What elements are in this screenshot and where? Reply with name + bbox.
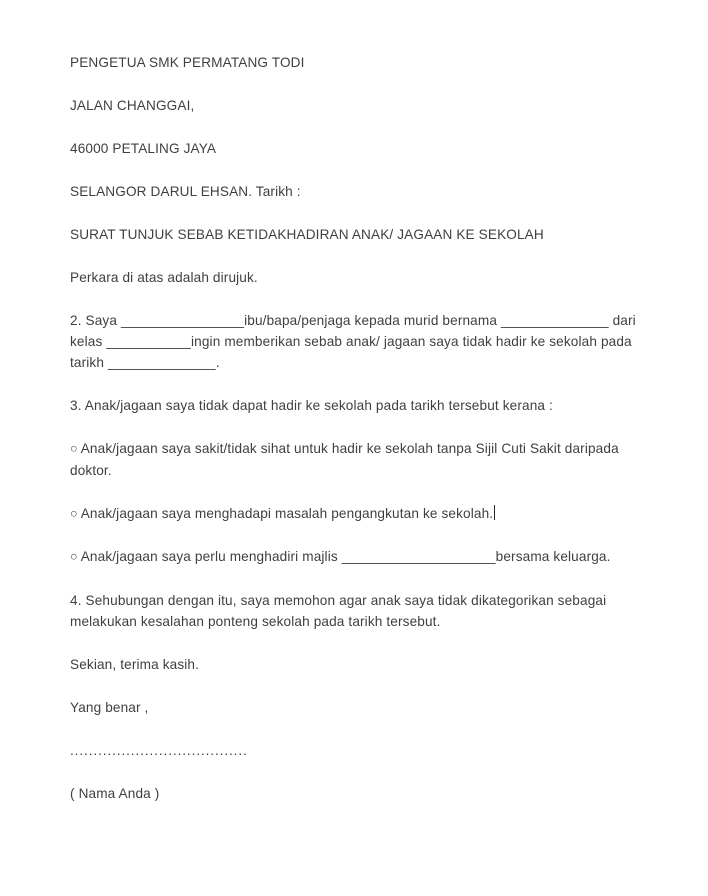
blank-absence-date[interactable]: ______________ xyxy=(107,355,216,370)
reason-option-transport-label: Anak/jagaan saya menghadapi masalah pengangkutan ke sekolah. xyxy=(77,505,494,521)
signature-dotted-line[interactable]: ...................................... xyxy=(70,742,248,758)
signature-name-placeholder: ( Nama Anda ) xyxy=(70,785,160,801)
paragraph-4-request: 4. Sehubungan dengan itu, saya memohon agar anak saya tidak dikategorikan sebagai melakukan kesalahan ponteng sekolah pada tarikh tersebut. xyxy=(70,592,607,629)
recipient-line-postcode-city: 46000 PETALING JAYA xyxy=(70,141,217,156)
reason-option-ceremony-label-before: Anak/jagaan saya perlu menghadiri majlis xyxy=(77,549,342,564)
paragraph-2-segment-5: . xyxy=(215,355,220,370)
blank-parent-name[interactable]: ________________ xyxy=(120,313,245,328)
reason-option-sick-label: Anak/jagaan saya sakit/tidak sihat untuk hadir ke sekolah tanpa Sijil Cuti Sakit daripada doktor. xyxy=(70,441,619,478)
blank-student-name[interactable]: ______________ xyxy=(500,313,609,328)
circle-bullet-icon[interactable]: ○ xyxy=(70,506,78,520)
paragraph-2-segment-2: ibu/bapa/penjaga kepada murid bernama xyxy=(244,313,501,328)
blank-ceremony-name[interactable]: ____________________ xyxy=(341,549,496,564)
recipient-line-street: JALAN CHANGGAI, xyxy=(70,98,195,113)
paragraph-2-parent-details[interactable] xyxy=(70,310,636,373)
reason-option-ceremony-label-after: bersama keluarga. xyxy=(495,549,611,564)
reference-paragraph: Perkara di atas adalah dirujuk. xyxy=(70,270,258,285)
paragraph-2-segment-4: ingin memberikan sebab anak/ jagaan saya tidak hadir ke sekolah pada tarikh xyxy=(70,334,632,370)
paragraph-2-segment-1: 2. Saya xyxy=(70,313,121,328)
letter-body[interactable] xyxy=(70,52,640,804)
text-cursor-caret xyxy=(494,505,495,520)
circle-bullet-icon[interactable]: ○ xyxy=(70,441,78,456)
reason-option-ceremony[interactable] xyxy=(70,546,622,568)
paragraph-2-segment-3: dari kelas xyxy=(70,313,636,349)
reason-option-sick[interactable] xyxy=(70,438,622,481)
closing-thanks: Sekian, terima kasih. xyxy=(70,656,200,672)
reason-option-transport[interactable] xyxy=(70,503,622,525)
paragraph-3-reason-intro: 3. Anak/jagaan saya tidak dapat hadir ke sekolah pada tarikh tersebut kerana : xyxy=(70,398,553,413)
letter-subject-line: SURAT TUNJUK SEBAB KETIDAKHADIRAN ANAK/ JAGAAN KE SEKOLAH xyxy=(70,227,544,242)
circle-bullet-icon[interactable]: ○ xyxy=(70,549,78,564)
recipient-line-principal: PENGETUA SMK PERMATANG TODI xyxy=(70,55,305,70)
recipient-line-state-date: SELANGOR DARUL EHSAN. Tarikh : xyxy=(70,184,301,199)
blank-class[interactable]: ___________ xyxy=(106,334,191,349)
sign-off: Yang benar , xyxy=(70,699,149,715)
